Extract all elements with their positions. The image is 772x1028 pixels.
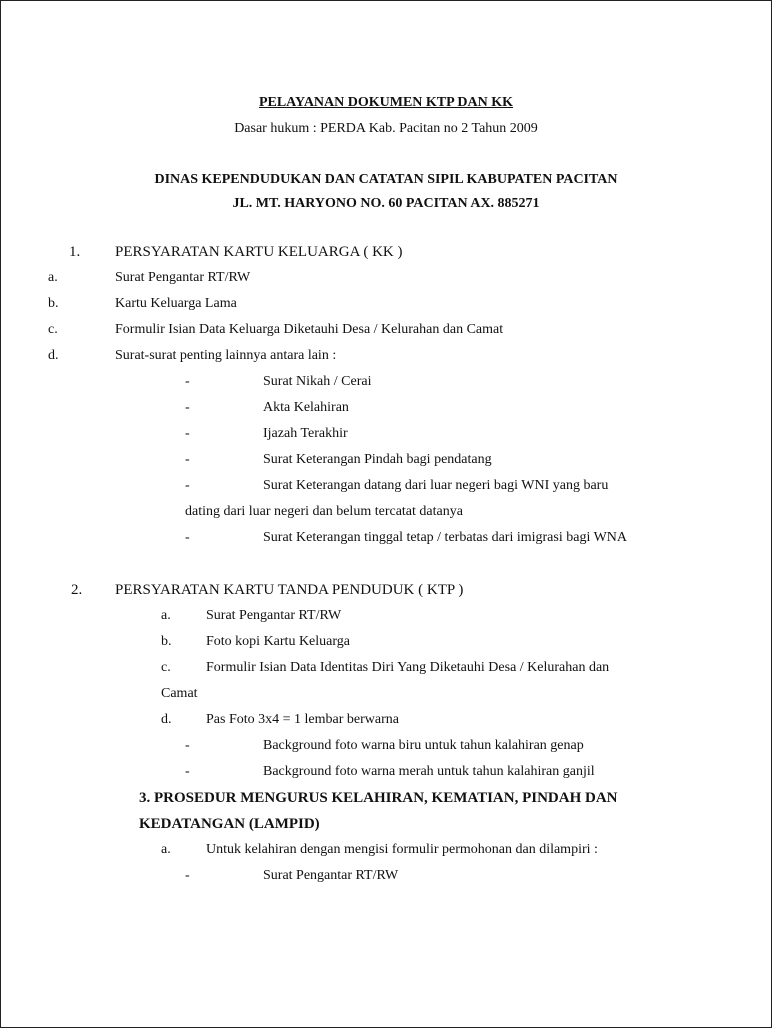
sublist-marker: - — [185, 530, 190, 545]
section-heading: 3. PROSEDUR MENGURUS KELAHIRAN, KEMATIAN, PINDAH DAN — [139, 790, 618, 806]
list-item: Foto kopi Kartu Keluarga — [206, 634, 350, 649]
sublist-marker: - — [185, 400, 190, 415]
sublist-marker: - — [185, 738, 190, 753]
sublist-item: Background foto warna biru untuk tahun kalahiran genap — [263, 738, 584, 753]
list-marker: a. — [161, 842, 171, 857]
sublist-item-continuation: dating dari luar negeri dan belum tercatat datanya — [185, 504, 463, 519]
section-heading: PERSYARATAN KARTU TANDA PENDUDUK ( KTP ) — [115, 582, 464, 598]
list-item: Surat Pengantar RT/RW — [115, 270, 251, 285]
sublist-marker: - — [185, 478, 190, 493]
sublist-marker: - — [185, 374, 190, 389]
list-marker: d. — [48, 348, 59, 363]
list-item-continuation: Camat — [161, 686, 198, 701]
sublist-marker: - — [185, 452, 190, 467]
sublist-item: Surat Keterangan Pindah bagi pendatang — [263, 452, 492, 467]
sublist-item: Surat Keterangan tinggal tetap / terbatas dari imigrasi bagi WNA — [263, 530, 628, 545]
list-item: Formulir Isian Data Keluarga Diketauhi Desa / Kelurahan dan Camat — [115, 322, 504, 337]
sublist-item: Surat Nikah / Cerai — [263, 374, 372, 389]
sublist-item: Ijazah Terakhir — [263, 426, 348, 441]
legal-basis: Dasar hukum : PERDA Kab. Pacitan no 2 Tahun 2009 — [234, 121, 538, 136]
document-title: PELAYANAN DOKUMEN KTP DAN KK — [258, 95, 514, 110]
list-item: Pas Foto 3x4 = 1 lembar berwarna — [206, 712, 399, 727]
sublist-marker: - — [185, 868, 190, 883]
list-item: Untuk kelahiran dengan mengisi formulir permohonan dan dilampiri : — [206, 842, 598, 857]
list-marker: a. — [161, 608, 171, 623]
list-item: Surat-surat penting lainnya antara lain : — [115, 348, 337, 363]
sublist-item: Surat Pengantar RT/RW — [263, 868, 399, 883]
list-item: Surat Pengantar RT/RW — [206, 608, 342, 623]
list-marker: d. — [161, 712, 172, 727]
list-marker: c. — [48, 322, 58, 337]
office-address: JL. MT. HARYONO NO. 60 PACITAN AX. 885271 — [232, 196, 540, 211]
office-name: DINAS KEPENDUDUKAN DAN CATATAN SIPIL KABUPATEN PACITAN — [154, 172, 618, 187]
list-item: Formulir Isian Data Identitas Diri Yang Diketauhi Desa / Kelurahan dan — [206, 660, 610, 675]
list-marker: a. — [48, 270, 58, 285]
sublist-marker: - — [185, 764, 190, 779]
list-marker: b. — [161, 634, 172, 649]
section-number: 2. — [71, 582, 83, 598]
sublist-marker: - — [185, 426, 190, 441]
list-item: Kartu Keluarga Lama — [115, 296, 237, 311]
section-heading: PERSYARATAN KARTU KELUARGA ( KK ) — [115, 244, 403, 260]
list-marker: b. — [48, 296, 59, 311]
sublist-item: Akta Kelahiran — [263, 400, 349, 415]
section-number: 1. — [69, 244, 81, 260]
sublist-item: Background foto warna merah untuk tahun kalahiran ganjil — [263, 764, 595, 779]
sublist-item: Surat Keterangan datang dari luar negeri bagi WNI yang baru — [263, 478, 609, 493]
section-heading-continuation: KEDATANGAN (LAMPID) — [139, 816, 320, 832]
list-marker: c. — [161, 660, 171, 675]
